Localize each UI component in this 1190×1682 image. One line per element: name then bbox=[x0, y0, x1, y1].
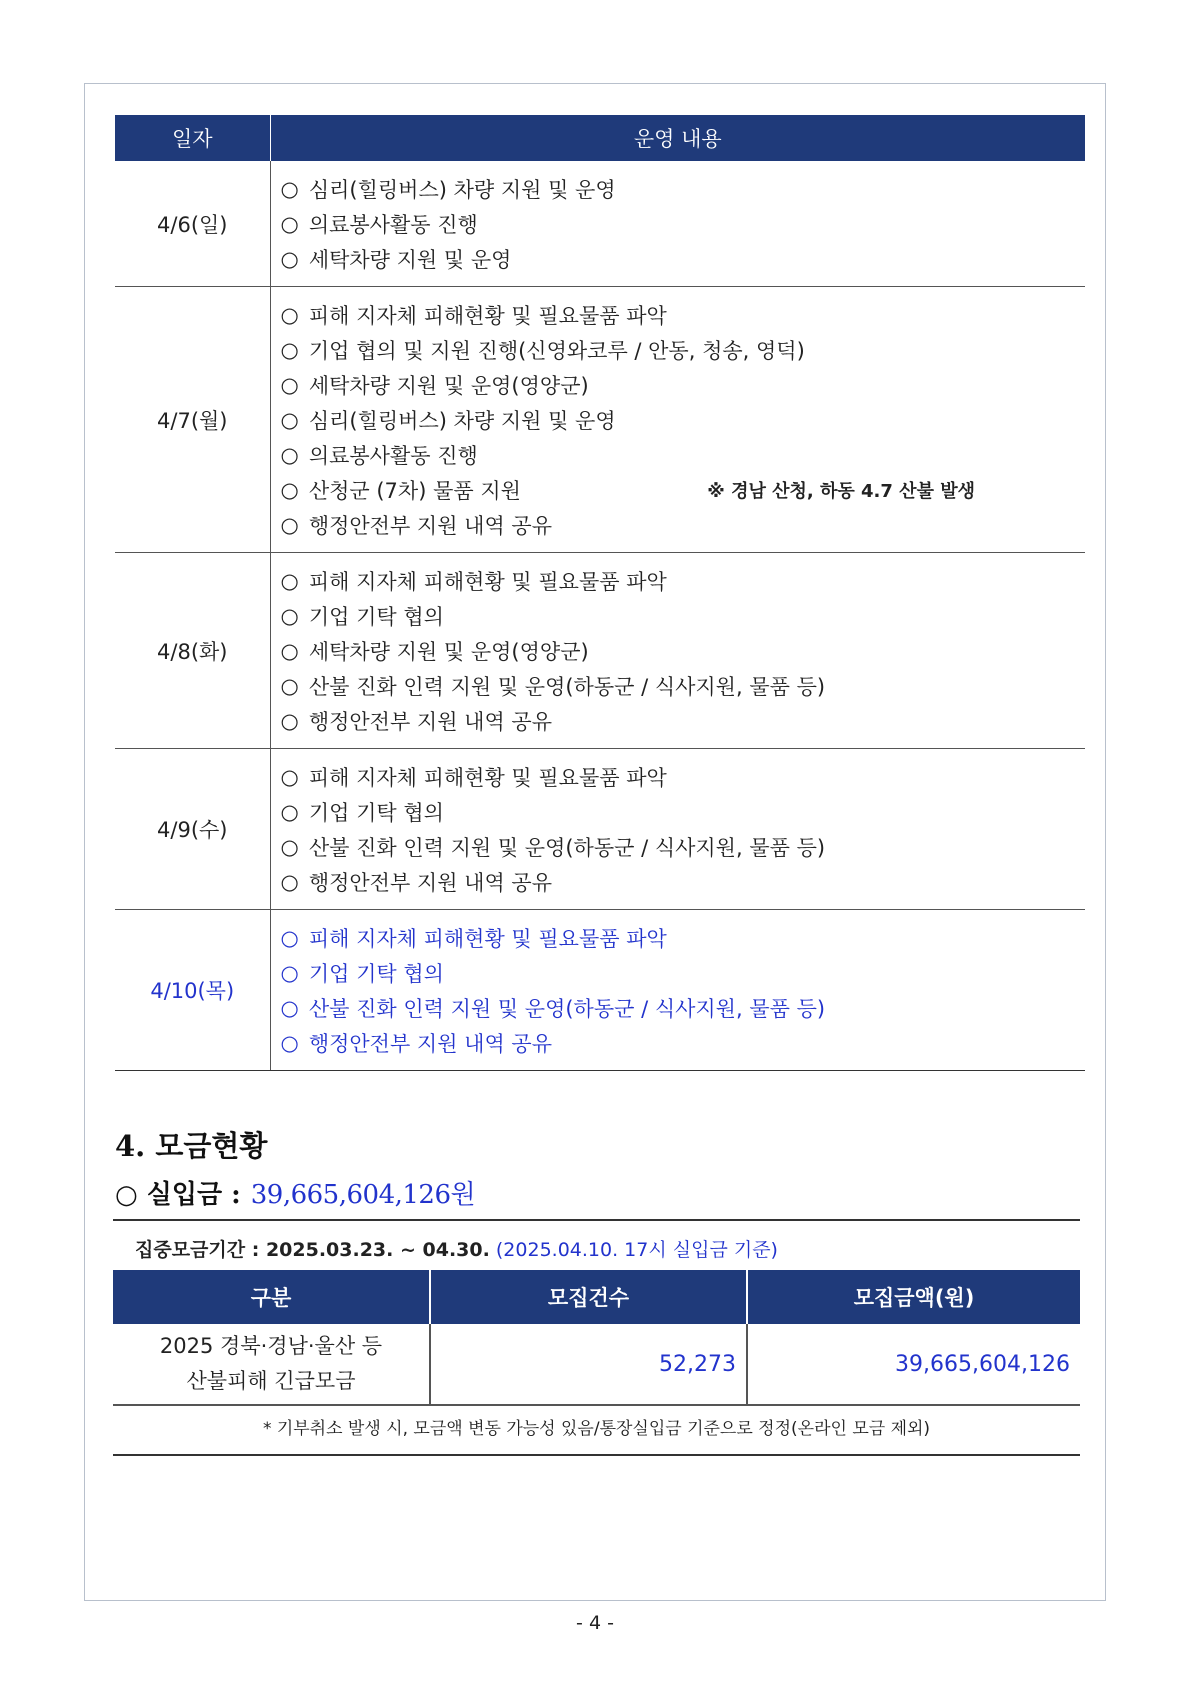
fund-count: 52,273 bbox=[430, 1324, 747, 1405]
schedule-item-text: 피해 지자체 피해현황 및 필요물품 파악 bbox=[308, 569, 667, 594]
schedule-item bbox=[281, 829, 1086, 864]
schedule-row bbox=[115, 553, 1085, 749]
schedule-item bbox=[281, 332, 1086, 367]
schedule-item bbox=[281, 920, 1086, 955]
schedule-item-text: 행정안전부 지원 내역 공유 bbox=[308, 709, 552, 734]
schedule-item bbox=[281, 864, 1086, 899]
schedule-item-text: 피해 지자체 피해현황 및 필요물품 파악 bbox=[308, 303, 667, 328]
schedule-item bbox=[281, 598, 1086, 633]
schedule-item-text: 산불 진화 인력 지원 및 운영(하동군 / 식사지원, 물품 등) bbox=[308, 835, 826, 860]
circle-bullet-icon: ○ bbox=[280, 673, 299, 698]
schedule-date: 4/10(목) bbox=[115, 910, 270, 1071]
schedule-item-text: 행정안전부 지원 내역 공유 bbox=[308, 1031, 552, 1056]
fundraising-table bbox=[113, 1270, 1080, 1406]
actual-deposit-label: ○ 실입금 : bbox=[115, 1180, 241, 1210]
schedule-item bbox=[281, 1025, 1086, 1060]
circle-bullet-icon: ○ bbox=[280, 925, 299, 950]
schedule-item bbox=[281, 703, 1086, 738]
schedule-item-text: 세탁차량 지원 및 운영(영양군) bbox=[308, 373, 589, 398]
circle-bullet-icon: ○ bbox=[280, 407, 299, 432]
schedule-items bbox=[270, 749, 1085, 910]
fund-amount: 39,665,604,126 bbox=[747, 1324, 1080, 1405]
circle-bullet-icon: ○ bbox=[280, 960, 299, 985]
schedule-row bbox=[115, 287, 1085, 553]
schedule-item bbox=[281, 297, 1086, 332]
schedule-item bbox=[281, 437, 1086, 472]
schedule-date: 4/7(월) bbox=[115, 287, 270, 553]
circle-bullet-icon: ○ bbox=[280, 869, 299, 894]
schedule-item bbox=[281, 472, 1086, 507]
schedule-item bbox=[281, 206, 1086, 241]
schedule-item bbox=[281, 241, 1086, 276]
schedule-item-text: 산청군 (7차) 물품 지원 bbox=[308, 478, 521, 503]
schedule-item bbox=[281, 759, 1086, 794]
circle-bullet-icon: ○ bbox=[280, 176, 299, 201]
schedule-date: 4/6(일) bbox=[115, 161, 270, 287]
header-content: 운영 내용 bbox=[270, 115, 1085, 161]
circle-bullet-icon: ○ bbox=[280, 603, 299, 628]
schedule-item bbox=[281, 507, 1086, 542]
header-count: 모집건수 bbox=[430, 1270, 747, 1324]
footnote: * 기부취소 발생 시, 모금액 변동 가능성 있음/통장실입금 기준으로 정정(온라인 모금 제외) bbox=[113, 1404, 1080, 1456]
schedule-item bbox=[281, 171, 1086, 206]
fund-category-line2: 산불피해 긴급모금 bbox=[186, 1369, 356, 1393]
schedule-item-text: 심리(힐링버스) 차량 지원 및 운영 bbox=[308, 177, 616, 202]
fund-header-row bbox=[113, 1270, 1080, 1324]
schedule-item-text: 행정안전부 지원 내역 공유 bbox=[308, 513, 552, 538]
schedule-item bbox=[281, 668, 1086, 703]
schedule-item bbox=[281, 990, 1086, 1025]
schedule-item-text: 세탁차량 지원 및 운영(영양군) bbox=[308, 639, 589, 664]
circle-bullet-icon: ○ bbox=[280, 246, 299, 271]
schedule-item bbox=[281, 955, 1086, 990]
circle-bullet-icon: ○ bbox=[280, 764, 299, 789]
circle-bullet-icon: ○ bbox=[280, 708, 299, 733]
schedule-item-text: 피해 지자체 피해현황 및 필요물품 파악 bbox=[308, 765, 667, 790]
circle-bullet-icon: ○ bbox=[280, 372, 299, 397]
schedule-item-text: 세탁차량 지원 및 운영 bbox=[308, 247, 512, 272]
schedule-item bbox=[281, 633, 1086, 668]
schedule-body bbox=[115, 161, 1085, 1071]
schedule-item-text: 기업 기탁 협의 bbox=[308, 961, 444, 986]
schedule-item-text: 기업 기탁 협의 bbox=[308, 800, 444, 825]
schedule-date: 4/8(화) bbox=[115, 553, 270, 749]
header-date: 일자 bbox=[115, 115, 270, 161]
schedule-row bbox=[115, 161, 1085, 287]
schedule-item bbox=[281, 563, 1086, 598]
divider bbox=[113, 1219, 1080, 1221]
schedule-row bbox=[115, 749, 1085, 910]
circle-bullet-icon: ○ bbox=[280, 995, 299, 1020]
schedule-item-text: 기업 협의 및 지원 진행(신영와코루 / 안동, 청송, 영덕) bbox=[308, 338, 805, 363]
fund-category-line1: 2025 경북·경남·울산 등 bbox=[159, 1334, 383, 1358]
schedule-item bbox=[281, 402, 1086, 437]
schedule-items bbox=[270, 553, 1085, 749]
circle-bullet-icon: ○ bbox=[280, 477, 299, 502]
actual-deposit-value: 39,665,604,126원 bbox=[250, 1180, 476, 1210]
circle-bullet-icon: ○ bbox=[280, 568, 299, 593]
schedule-item-text: 의료봉사활동 진행 bbox=[308, 443, 478, 468]
schedule-item-text: 산불 진화 인력 지원 및 운영(하동군 / 식사지원, 물품 등) bbox=[308, 674, 826, 699]
section-title: 4. 모금현황 bbox=[115, 1129, 268, 1163]
page-number: - 4 - bbox=[576, 1612, 614, 1634]
schedule-items bbox=[270, 287, 1085, 553]
schedule-table bbox=[115, 115, 1085, 1071]
period-label: 집중모금기간 : 2025.03.23. ~ 04.30. bbox=[135, 1239, 490, 1261]
schedule-item-text: 심리(힐링버스) 차량 지원 및 운영 bbox=[308, 408, 616, 433]
circle-bullet-icon: ○ bbox=[280, 512, 299, 537]
fund-row bbox=[113, 1324, 1080, 1405]
circle-bullet-icon: ○ bbox=[280, 1030, 299, 1055]
circle-bullet-icon: ○ bbox=[280, 799, 299, 824]
schedule-item-text: 피해 지자체 피해현황 및 필요물품 파악 bbox=[308, 926, 667, 951]
circle-bullet-icon: ○ bbox=[280, 337, 299, 362]
fund-category bbox=[113, 1324, 430, 1405]
campaign-period bbox=[135, 1235, 778, 1262]
circle-bullet-icon: ○ bbox=[280, 302, 299, 327]
period-note: (2025.04.10. 17시 실입금 기준) bbox=[495, 1239, 778, 1261]
circle-bullet-icon: ○ bbox=[280, 834, 299, 859]
actual-deposit bbox=[115, 1174, 475, 1211]
schedule-item-text: 행정안전부 지원 내역 공유 bbox=[308, 870, 552, 895]
schedule-item-text: 기업 기탁 협의 bbox=[308, 604, 444, 629]
circle-bullet-icon: ○ bbox=[280, 442, 299, 467]
schedule-row bbox=[115, 910, 1085, 1071]
circle-bullet-icon: ○ bbox=[280, 638, 299, 663]
schedule-item-text: 의료봉사활동 진행 bbox=[308, 212, 478, 237]
schedule-items bbox=[270, 161, 1085, 287]
schedule-item bbox=[281, 367, 1086, 402]
header-category: 구분 bbox=[113, 1270, 430, 1324]
schedule-items bbox=[270, 910, 1085, 1071]
header-amount: 모집금액(원) bbox=[747, 1270, 1080, 1324]
schedule-item bbox=[281, 794, 1086, 829]
schedule-item-text: 산불 진화 인력 지원 및 운영(하동군 / 식사지원, 물품 등) bbox=[308, 996, 826, 1021]
schedule-header-row bbox=[115, 115, 1085, 161]
schedule-note: ※ 경남 산청, 하동 4.7 산불 발생 bbox=[707, 480, 975, 502]
schedule-date: 4/9(수) bbox=[115, 749, 270, 910]
circle-bullet-icon: ○ bbox=[280, 211, 299, 236]
